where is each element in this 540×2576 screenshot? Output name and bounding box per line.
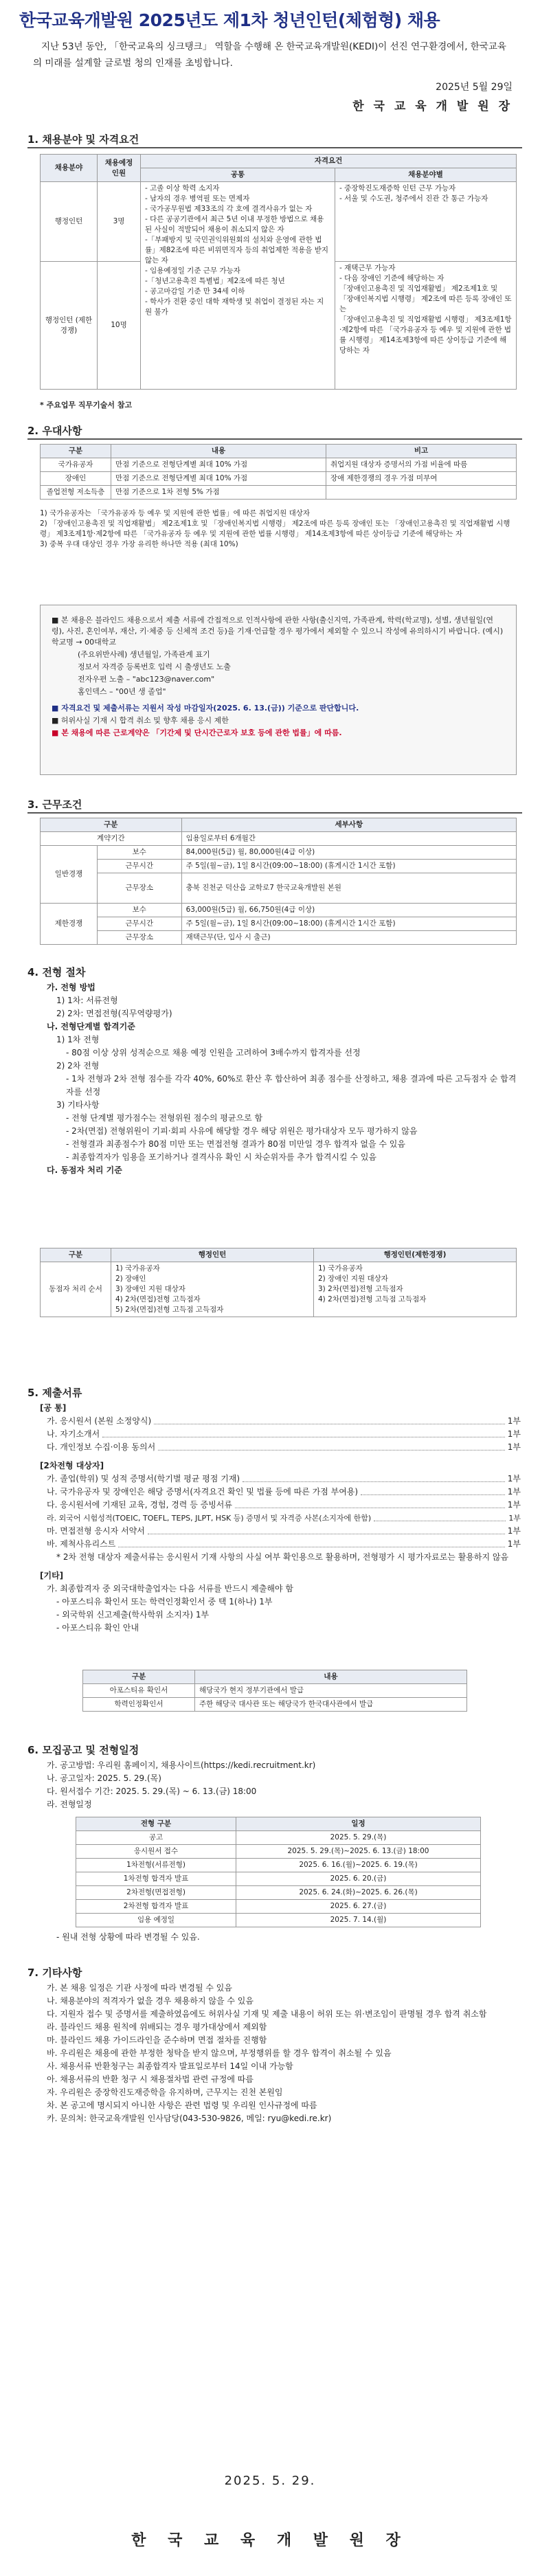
col-special: 채용분야별 [335, 168, 517, 182]
doc-count: 1부 [507, 1539, 521, 1549]
doc-count: 1부 [508, 1514, 521, 1523]
line: 1) 국가유공자 [318, 1264, 363, 1273]
line: 1) 1차 전형 [56, 1035, 100, 1044]
line: * 2차 전형 대상자 제출서류는 응시원서 기재 사항의 사실 여부 확인용으로 활용하며, 전형평가 시 평가자료로는 활용하지 않음 [56, 1552, 509, 1562]
cell: 63,000원(5급) 월, 66,750원(4급 이상) [181, 904, 516, 917]
footnote: 3) 중복 우대 대상인 경우 가장 유리한 하나만 적용 (최대 10%) [40, 540, 238, 548]
cell: 응시원서 접수 [76, 1845, 236, 1859]
line: 다. 원서접수 기간: 2025. 5. 29.(목) ~ 6. 13.(금) 18:00 [47, 1787, 257, 1796]
cell: 아포스티유 확인서 [83, 1684, 195, 1698]
cell: 1차전형(서류전형) [76, 1859, 236, 1872]
footer-date: 2025. 5. 29. [224, 2474, 316, 2488]
line: 자. 우리원은 중장학진도재증학을 유지하며, 근무지는 진천 본원임 [47, 2087, 283, 2097]
cell: 근무시간 [98, 860, 182, 873]
doc-item: 나. 자기소개서 [47, 1429, 100, 1439]
tie-limited [314, 1262, 517, 1317]
s6-body [40, 1759, 521, 1811]
header-date: 2025년 5월 29일 [436, 82, 513, 93]
s7-body [40, 1982, 514, 2125]
cell: 주한 해당국 대사관 또는 해당국가 한국대사관에서 발급 [195, 1698, 467, 1712]
line: - 아포스티유 확인서 또는 학력인정확인서 중 택 1(하나) 1부 [56, 1597, 273, 1606]
cell: 충북 진천군 덕산읍 교학로7 한국교육개발원 본원 [181, 873, 516, 904]
field-admin: 행정인턴 [41, 182, 98, 262]
line: - 80점 이상 상위 성적순으로 채용 예정 인원을 고려하여 3배수까지 합격자를 선정 [66, 1048, 361, 1057]
line: 가. 전형 방법 [47, 983, 95, 992]
col-common: 공통 [141, 168, 335, 182]
qualification-table [40, 154, 517, 390]
line: 1) 1차: 서류전형 [56, 996, 118, 1005]
section-6-title: 6. 모집공고 및 전형일정 [27, 1744, 139, 1756]
s5-body [40, 1402, 521, 1635]
notice-item: 정보서 자격증 등록번호 입력 시 출생년도 노출 [78, 662, 231, 671]
line: 2) 2차 전형 [56, 1061, 100, 1071]
notice-box [40, 605, 517, 775]
th: 구분 [41, 445, 111, 458]
line: 아. 채용서류의 반환 청구 시 채용절차법 관련 규정에 따름 [47, 2074, 254, 2084]
req-line: - 남자의 경우 병역필 또는 면제자 [145, 194, 250, 203]
section-3-title: 3. 근무조건 [27, 798, 82, 811]
divider [27, 147, 522, 148]
intro-text: 지난 53년 동안, 「한국교육의 싱크탱크」 역할을 수행해 온 한국교육개발원(KEDI)이 선진 연구환경에서, 한국교육의 미래를 설계할 글로벌 청의 인재를 초빙합니다. [33, 41, 506, 69]
line: 나. 공고일자: 2025. 5. 29.(목) [47, 1773, 161, 1783]
line: 가. 최종합격자 중 외국대학출업자는 다음 서류를 반드시 제출해야 함 [47, 1584, 293, 1593]
doc-count: 1부 [507, 1429, 521, 1439]
notice-item: ■ 본 채용에 따른 근로계약은 「기간제 및 단시간근로자 보호 등에 관한 법률」에 따름. [52, 728, 342, 737]
notice-item: ■ 본 채용은 블라인드 채용으로서 제출 서류에 간접적으로 인적사항에 관한 사항(출신지역, 가족관계, 학력(학교명), 성별, 생년월일(연령), 사진, 혼인여부, 재산, 키·체중 등 신체적 조건 등)을 기재·언급할 경우 평가에서 제외할 수 있으니 작성에 유의하시기 바랍니다. (예시) 학교명 → 00대학교 [52, 616, 504, 647]
cell: 일반경쟁 [41, 846, 98, 904]
special-admin-limited [335, 262, 517, 390]
line: - 원내 전형 상황에 따라 변경될 수 있음. [56, 1932, 200, 1942]
cell: 2025. 5. 29.(목) [236, 1831, 481, 1845]
line: 4) 2차(면접)전형 고득점 고득점자 [318, 1295, 427, 1303]
cell: 임용 예정일 [76, 1914, 236, 1927]
special-admin [335, 182, 517, 262]
line: - 전형결과 최종점수가 80점 미만 또는 면접전형 결과가 80점 미만일 경우 합격자 없을 수 있음 [66, 1139, 405, 1149]
cell: 취업지원 대상자 증명서의 가점 비율에 따름 [326, 458, 517, 472]
cell: 만점 기준으로 전형단계별 최대 10% 가점 [111, 458, 326, 472]
line: - 아포스티유 확인 안내 [56, 1623, 139, 1633]
req-line: - 중장학진도재증학 인턴 근무 가능자 [339, 184, 456, 192]
cell: 2025. 6. 24.(화)~2025. 6. 26.(목) [236, 1886, 481, 1900]
cell: 제한경쟁 [41, 904, 98, 945]
s4-body [40, 981, 521, 1177]
cell: 2차전형(면접전형) [76, 1886, 236, 1900]
line: 다. 지원자 접수 및 증명서를 제출하였음에도 허위사실 기재 및 제출 내용이 허위 또는 위·변조임이 판명될 경우 합격 취소함 [47, 2009, 487, 2019]
cell: 장애 제한경쟁의 경우 가점 미부여 [326, 472, 517, 486]
line: 4) 2차(면접)전형 고득점자 [115, 1295, 201, 1303]
line: 라. 전형일정 [47, 1800, 92, 1809]
req-line: - 다른 공공기관에서 최근 5년 이내 부정한 방법으로 채용된 사실이 적발되어 채용이 취소되지 않은 자 [145, 215, 324, 234]
line: 라. 블라인드 채용 원칙에 위배되는 경우 평가대상에서 제외함 [47, 2022, 267, 2032]
req-line: - 다음 장애인 기준에 해당하는 자 [339, 274, 445, 282]
cell: 2025. 6. 27.(금) [236, 1900, 481, 1914]
cell: 보수 [98, 846, 182, 860]
common-requirements [141, 182, 335, 390]
cell: 국가유공자 [41, 458, 111, 472]
cell: 근무장소 [98, 873, 182, 904]
line: - 1차 전형과 2차 전형 점수를 각각 40%, 60%로 환산 후 합산하여 최종 점수를 산정하고, 채용 결과에 따른 고득점자 순 합격자를 선정 [66, 1074, 517, 1097]
req-line: - 공고마감일 기준 만 34세 이하 [145, 287, 245, 295]
cell [326, 486, 517, 500]
th: 전형 구분 [76, 1817, 236, 1831]
footnote: 2) 「장애인고용촉진 및 직업재활법」 제2조제1호 및 「장애인복지법 시행령」 제2조에 따른 등록 장애인 또는 「장애인고용촉진 및 직업재활법 시행령」 제3조제1항·제2항에 따른 「국가유공자 등 예우 및 지원에 관한 법률 시행령」 제14조제3항에 따른 상이등급 기준에 해당하는 자 [40, 519, 510, 538]
line: 5) 2차(면접)전형 고득점 고득점자 [115, 1306, 224, 1314]
cell: 근무장소 [98, 931, 182, 945]
cell: 졸업전형 저소득층 [41, 486, 111, 500]
notice-item: 전자우편 노출 – "abc123@naver.com" [78, 675, 215, 684]
th: 내용 [111, 445, 326, 458]
tie-admin [111, 1262, 314, 1317]
section-4-title: 4. 전형 절차 [27, 966, 86, 978]
cell: 만점 기준으로 전형단계별 최대 10% 가점 [111, 472, 326, 486]
col-field: 채용분야 [41, 155, 98, 182]
footnote: 1) 국가유공자는 「국가유공자 등 예우 및 지원에 관한 법률」에 따른 취업지원 대상자 [40, 509, 311, 517]
req-line: 「장애인고용촉진 및 직업재활법」 제2조제1호 및 「장애인복지법 시행령」 제2조에 따른 등록 장애인 또는 [339, 284, 512, 313]
cell: 만점 기준으로 1차 전형 5% 가점 [111, 486, 326, 500]
divider [27, 438, 522, 440]
line: 다. 동점자 처리 기준 [47, 1165, 122, 1175]
count-admin: 3명 [98, 182, 141, 262]
cell: 주 5일(월~금), 1일 8시간(09:00~18:00) (휴게시간 1시간 포함) [181, 917, 516, 931]
line: 마. 블라인드 채용 가이드라인을 준수하며 면접 절차를 진행함 [47, 2035, 267, 2045]
cell: 2025. 6. 16.(월)~2025. 6. 19.(목) [236, 1859, 481, 1872]
line: 가. 본 채용 일정은 기관 사정에 따라 변경될 수 있음 [47, 1983, 232, 1993]
doc-item: 나. 국가유공자 및 장애인은 해당 증명서(자격요건 확인 및 법률 등에 따른 가점 부여용) [47, 1487, 359, 1497]
th: 구분 [41, 818, 182, 832]
line: 차. 본 공고에 명시되지 아니한 사항은 관련 법령 및 우리원 인사규정에 따름 [47, 2101, 317, 2110]
line: - 외국학위 신고제출(학사학위 소지자) 1부 [56, 1610, 210, 1620]
doc-count: 1부 [507, 1500, 521, 1510]
th: 행정인턴 [111, 1248, 314, 1262]
doc-count: 1부 [507, 1526, 521, 1536]
s2-notes [40, 508, 517, 550]
line: [기타] [40, 1571, 64, 1580]
line: 1) 국가유공자 [115, 1264, 160, 1273]
doc-count: 1부 [507, 1474, 521, 1483]
req-line: - 국가공무원법 제33조의 각 호에 결격사유가 없는 자 [145, 205, 313, 213]
cell: 1차전형 합격자 발표 [76, 1872, 236, 1886]
th: 일정 [236, 1817, 481, 1831]
cell: 2025. 7. 14.(월) [236, 1914, 481, 1927]
field-admin-limited: 행정인턴 (제한경쟁) [41, 262, 98, 390]
cell: 공고 [76, 1831, 236, 1845]
line: - 최종합격자가 임용을 포기하거나 결격사유 확인 시 차순위자를 추가 합격시킬 수 있음 [66, 1152, 377, 1162]
section-5-title: 5. 제출서류 [27, 1387, 82, 1399]
cell: 주 5일(월~금), 1일 8시간(09:00~18:00) (휴게시간 1시간 포함) [181, 860, 516, 873]
cell: 2025. 6. 20.(금) [236, 1872, 481, 1886]
line: 나. 전형단계별 합격기준 [47, 1022, 135, 1031]
req-line: - 재택근무 가능자 [339, 264, 396, 272]
s6-note [40, 1931, 521, 1944]
line: - 2차(면접) 전형위원이 기피·회피 사유에 해당할 경우 해당 위원은 평가대상자 모두 평가하지 않음 [66, 1126, 418, 1136]
req-line: - 서울 및 수도권, 청주에서 진관 간 통근 가능자 [339, 194, 488, 203]
section-2-title: 2. 우대사항 [27, 425, 82, 437]
section-7-title: 7. 기타사항 [27, 1967, 82, 1979]
req-line: -「부패방지 및 국민권익위원회의 설치와 운영에 관한 법률」제82조에 따른 비위면직자 등의 취업제한 적용을 받지 않는 자 [145, 236, 329, 265]
line: 2) 장애인 [115, 1275, 146, 1283]
cell: 2025. 5. 29.(목)~2025. 6. 13.(금) 18:00 [236, 1845, 481, 1859]
notice-item: ■ 허위사실 기재 시 합격 취소 및 향후 채용 응시 제한 [52, 716, 229, 725]
footer-org: 한 국 교 육 개 발 원 장 [131, 2532, 409, 2549]
s1-note: * 주요업무 직무기술서 참고 [40, 401, 133, 410]
line: 카. 문의처: 한국교육개발원 인사담당(043-530-9826, 메일: ryu@kedi.re.kr) [47, 2114, 332, 2123]
doc-item: 바. 제척사유리스트 [47, 1539, 116, 1549]
line: 바. 우리원은 채용에 관한 부정한 청탁을 받지 않으며, 부정행위를 할 경우 합격이 취소될 수 있음 [47, 2048, 392, 2058]
req-line: 「장애인고용촉진 및 직업재활법 시행령」 제3조제1항·제2항에 따른 「국가유공자 등 예우 및 지원에 관한 법률 시행령」 제14조제3항에 따른 상이등급 기준에 해당하는 자 [339, 315, 512, 355]
th: 내용 [195, 1670, 467, 1684]
line: 3) 2차(면접)전형 고득점자 [318, 1285, 403, 1293]
line: 2) 2차: 면접전형(직무역량평가) [56, 1009, 172, 1018]
req-line: -「청년고용촉진 특별법」제2조에 따른 청년 [145, 277, 285, 285]
cell: 임용일로부터 6개월간 [181, 832, 516, 846]
th: 비고 [326, 445, 517, 458]
req-line: - 고졸 이상 학력 소지자 [145, 184, 220, 192]
line: 가. 공고방법: 우리원 홈페이지, 채용사이트(https://kedi.recruitment.kr) [47, 1760, 316, 1770]
th: 행정인턴(제한경쟁) [314, 1248, 517, 1262]
req-line: - 학사가 전환 중인 대학 재학생 및 취업이 결정된 자는 지원 불가 [145, 298, 324, 316]
count-admin-limited: 10명 [98, 262, 141, 390]
th: 구분 [41, 1248, 111, 1262]
cell: 근무시간 [98, 917, 182, 931]
col-req: 자격요건 [141, 155, 517, 168]
cell: 장애인 [41, 472, 111, 486]
line: [2차전형 대상자] [40, 1461, 104, 1470]
cell: 해당국가 현지 정부기관에서 발급 [195, 1684, 467, 1698]
notice-item: (주요위반사례) 생년월일, 가족관계 표기 [78, 650, 210, 659]
req-line: - 임용예정일 기준 근무 가능자 [145, 267, 240, 275]
divider [27, 812, 522, 814]
schedule-table [76, 1817, 481, 1927]
doc-count: 1부 [507, 1442, 521, 1452]
doc-count: 1부 [507, 1487, 521, 1497]
cell: 84,000원(5급) 월, 80,000원(4급 이상) [181, 846, 516, 860]
th: 구분 [83, 1670, 195, 1684]
line: 사. 채용서류 반환청구는 최종합격자 발표일로부터 14일 이내 가능함 [47, 2061, 293, 2071]
th: 세부사항 [181, 818, 516, 832]
line: [공 통] [40, 1403, 67, 1413]
doc-item: 가. 졸업(학위) 및 성적 증명서(학기별 평균 평점 기재) [47, 1474, 240, 1483]
cell: 계약기간 [41, 832, 182, 846]
doc-item: 가. 응시원서 (본원 소정양식) [47, 1416, 152, 1426]
line: 2) 장애인 지원 대상자 [318, 1275, 388, 1283]
line: - 전형 단계별 평가점수는 전형위원 점수의 평균으로 함 [66, 1113, 263, 1123]
doc-item: 마. 면접전형 응시자 서약서 [47, 1526, 145, 1536]
cell: 학력인정확인서 [83, 1698, 195, 1712]
cell: 2차전형 합격자 발표 [76, 1900, 236, 1914]
page-title: 한국교육개발원 2025년도 제1차 청년인턴(체험형) 채용 [19, 10, 440, 30]
doc-count: 1부 [507, 1416, 521, 1426]
conditions-table [40, 818, 517, 945]
notice-item: ■ 자격요건 및 제출서류는 지원서 작성 마감일자(2025. 6. 13.(금)) 기준으로 판단합니다. [52, 704, 359, 713]
notice-item: 홈인덱스 – "00년 생 졸업" [78, 687, 166, 696]
section-1-title: 1. 채용분야 및 자격요건 [27, 133, 139, 146]
cell: 보수 [98, 904, 182, 917]
tie-table [40, 1248, 517, 1317]
cell: 재택근무(단, 입사 시 출근) [181, 931, 516, 945]
line: 나. 채용분야의 적격자가 없을 경우 채용하지 않을 수 있음 [47, 1996, 254, 2006]
line: 3) 기타사항 [56, 1100, 100, 1110]
cell: 동점자 처리 순서 [41, 1262, 111, 1317]
doc-item: 다. 개인정보 수집·이용 동의서 [47, 1442, 156, 1452]
doc-item: 라. 외국어 시험성적(TOEIC, TOEFL, TEPS, JLPT, HSK 등) 증명서 및 자격증 사본(소지자에 한함) [47, 1514, 372, 1523]
preference-table [40, 444, 517, 500]
col-count: 채용예정인원 [98, 155, 141, 182]
apostille-table [82, 1670, 467, 1712]
line: 3) 장애인 지원 대상자 [115, 1285, 185, 1293]
header-org: 한 국 교 육 개 발 원 장 [352, 100, 513, 113]
doc-item: 다. 응시원서에 기재된 교육, 경험, 경력 등 증빙서류 [47, 1500, 232, 1510]
intro-paragraph [33, 38, 514, 71]
